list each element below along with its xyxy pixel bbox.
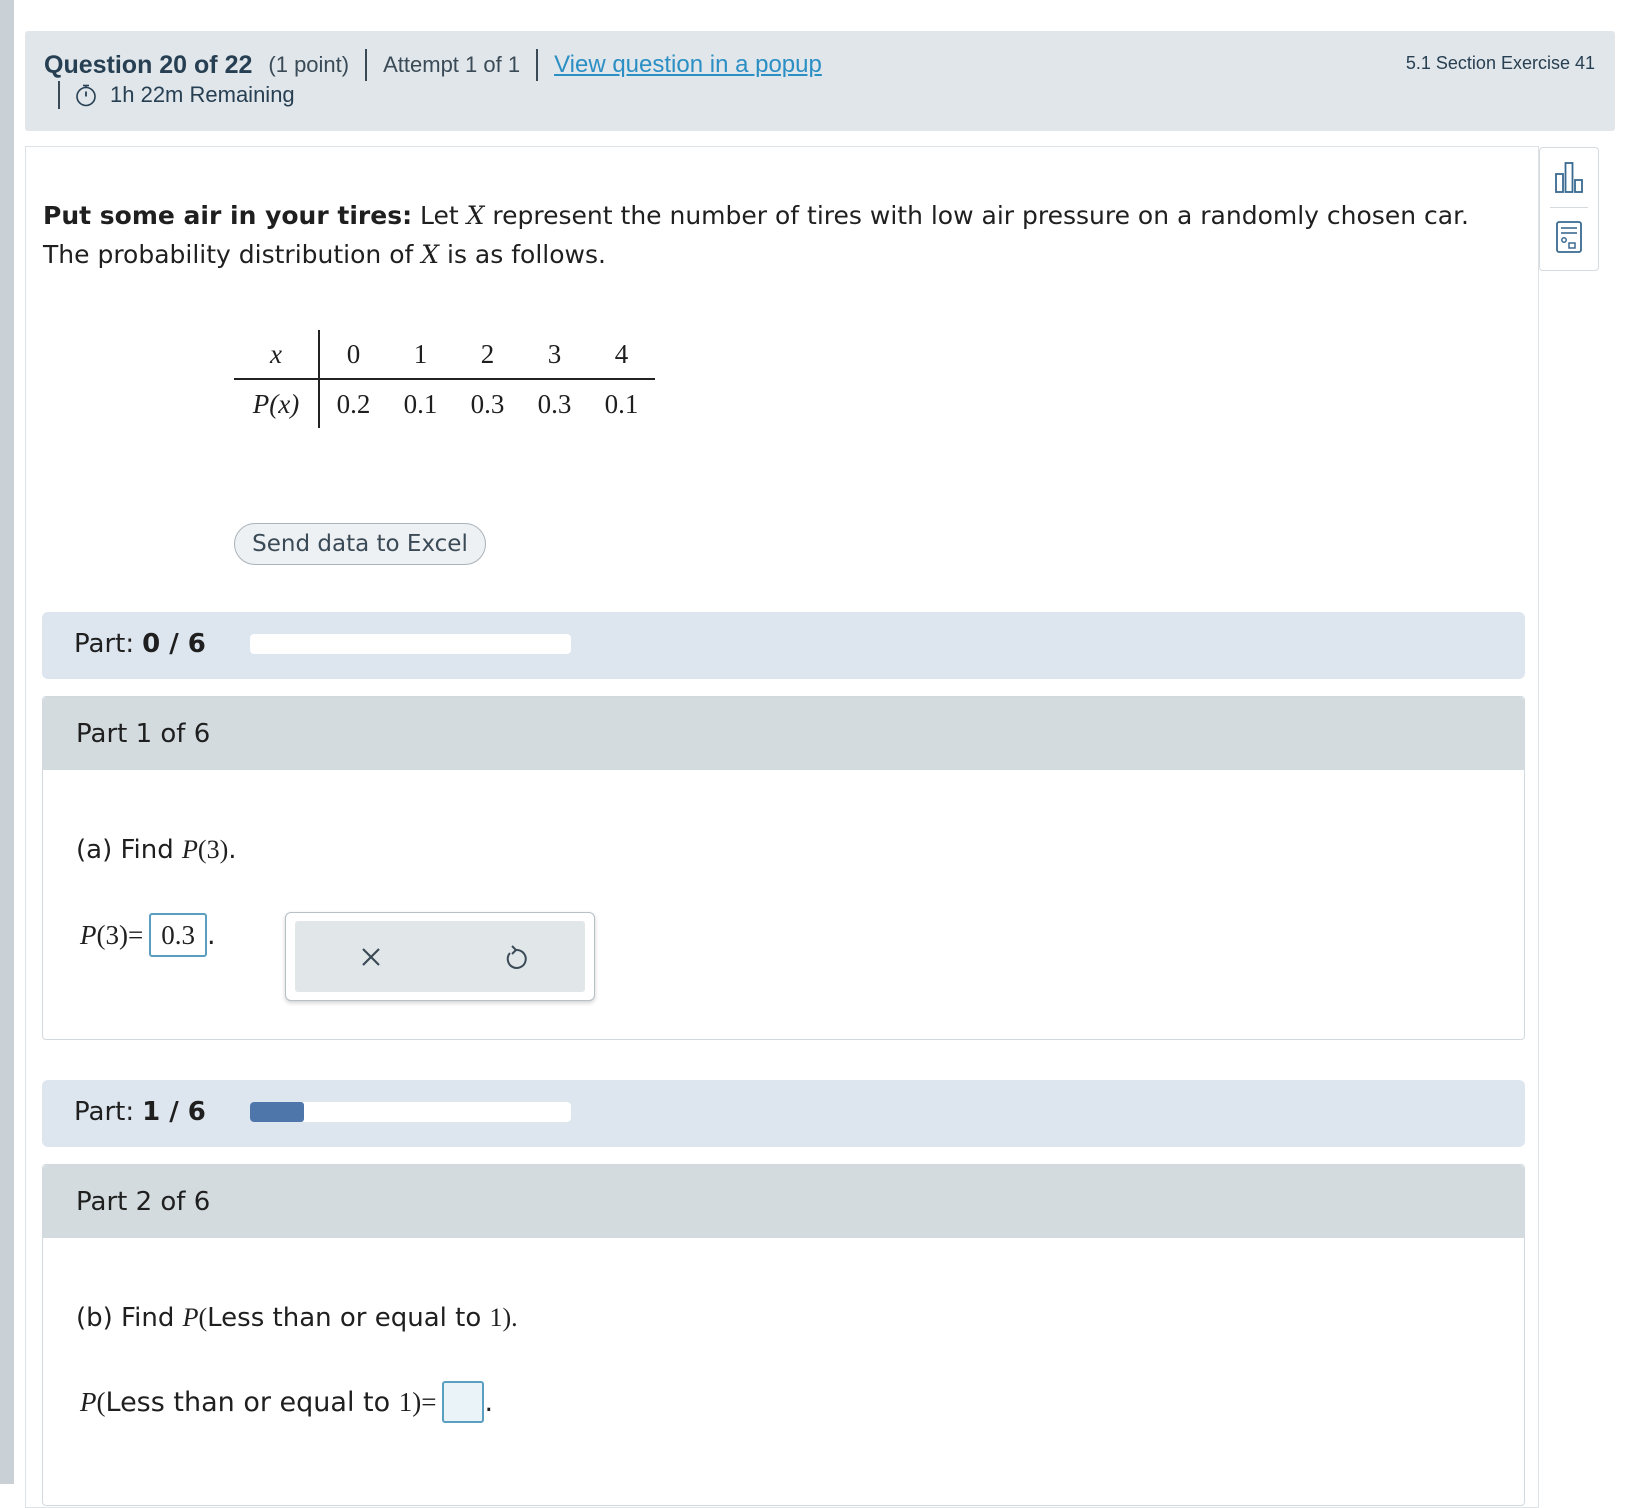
progress-label [74,1097,206,1127]
stopwatch-icon [74,83,98,107]
part-title: Part 1 of 6 [43,697,1524,770]
table-cell-x: 3 [521,330,588,379]
calculator-icon[interactable] [1554,220,1584,254]
question-b [76,1303,518,1333]
answer-row-b [80,1381,493,1423]
p-symbol: P [182,1303,199,1332]
left-rail [0,0,14,1484]
paren: ( [96,1386,106,1417]
table-cell-x: 2 [454,330,521,379]
intro-text: Let [420,201,459,230]
header-separator [58,81,60,109]
answer-input[interactable]: 0.3 [149,913,207,957]
variable-x: X [466,201,485,230]
question-math: P(3) [182,835,229,864]
p-symbol: P [182,835,198,864]
variable-x: X [421,240,440,269]
paren: ). [502,1303,518,1332]
question-header [25,31,1615,131]
bar-chart-icon[interactable] [1554,160,1584,194]
answer-input[interactable] [442,1381,484,1423]
event-text: Less than or equal to [105,1386,391,1418]
table-cell-p: 0.1 [403,388,438,419]
p-symbol: P [252,388,270,419]
attempt-label: Attempt 1 of 1 [383,52,521,77]
part-title: Part 2 of 6 [43,1165,1524,1238]
table-cell-x: 1 [387,330,454,379]
part-2-box [42,1164,1525,1506]
event-text: Less than or equal to [207,1303,482,1333]
answer-period: . [484,1386,494,1418]
p-symbol: P [80,1386,97,1417]
table-cell-p: 0.2 [336,388,371,419]
question-text: (b) Find [76,1303,175,1333]
event-number: 1 [398,1386,413,1417]
problem-title: Put some air in your tires: [43,201,413,230]
part-progress [42,1080,1525,1147]
part-progress [42,612,1525,679]
part-1-box [42,696,1525,1040]
tool-divider [1550,207,1588,208]
header-separator [536,49,538,81]
answer-action-panel [285,912,595,1001]
event-number: 1 [489,1303,503,1332]
table-header-x: x [234,330,319,379]
header-separator [365,49,367,81]
progress-fill [250,1102,304,1122]
progress-bar [250,1102,571,1122]
undo-icon[interactable] [500,941,532,973]
table-cell-p: 0.3 [537,388,572,419]
problem-statement [43,196,1523,274]
table-header-px [234,379,319,428]
table-cell-p: 0.3 [470,388,505,419]
time-remaining: 1h 22m Remaining [110,82,295,107]
view-popup-link[interactable]: View question in a popup [554,51,822,78]
paren: ( [198,1303,208,1332]
question-text: (a) Find [76,835,174,865]
progress-bar [250,634,571,654]
side-toolbar [1539,147,1599,271]
table-cell-x: 0 [319,330,387,379]
p-argument: (x) [269,388,300,419]
probability-table [234,330,655,428]
intro-text: is as follows. [447,240,606,269]
action-panel-inner [295,921,585,992]
progress-value: 0 / 6 [142,629,206,659]
question-period: . [228,835,237,865]
table-cell-p: 0.1 [604,388,639,419]
answer-period: . [206,919,216,951]
table-cell-x: 4 [588,330,655,379]
answer-row-a [80,913,216,957]
send-to-excel-button[interactable]: Send data to Excel [234,523,486,565]
equals: )= [412,1386,437,1417]
answer-lhs: P(3)= [80,919,144,950]
question-points: (1 point) [268,52,350,77]
intro-text: The probability distribution of [43,240,414,269]
intro-text: represent the number of tires with low air pressure on a randomly chosen car. [492,201,1469,230]
progress-value: 1 / 6 [142,1097,206,1127]
p-symbol: P [80,919,97,950]
progress-label-text: Part: [74,1097,135,1127]
progress-label [74,629,206,659]
question-a [76,835,237,865]
section-label: 5.1 Section Exercise 41 [1405,53,1595,73]
question-number: Question 20 of 22 [44,50,253,79]
progress-label-text: Part: [74,629,135,659]
close-icon[interactable] [355,941,387,973]
